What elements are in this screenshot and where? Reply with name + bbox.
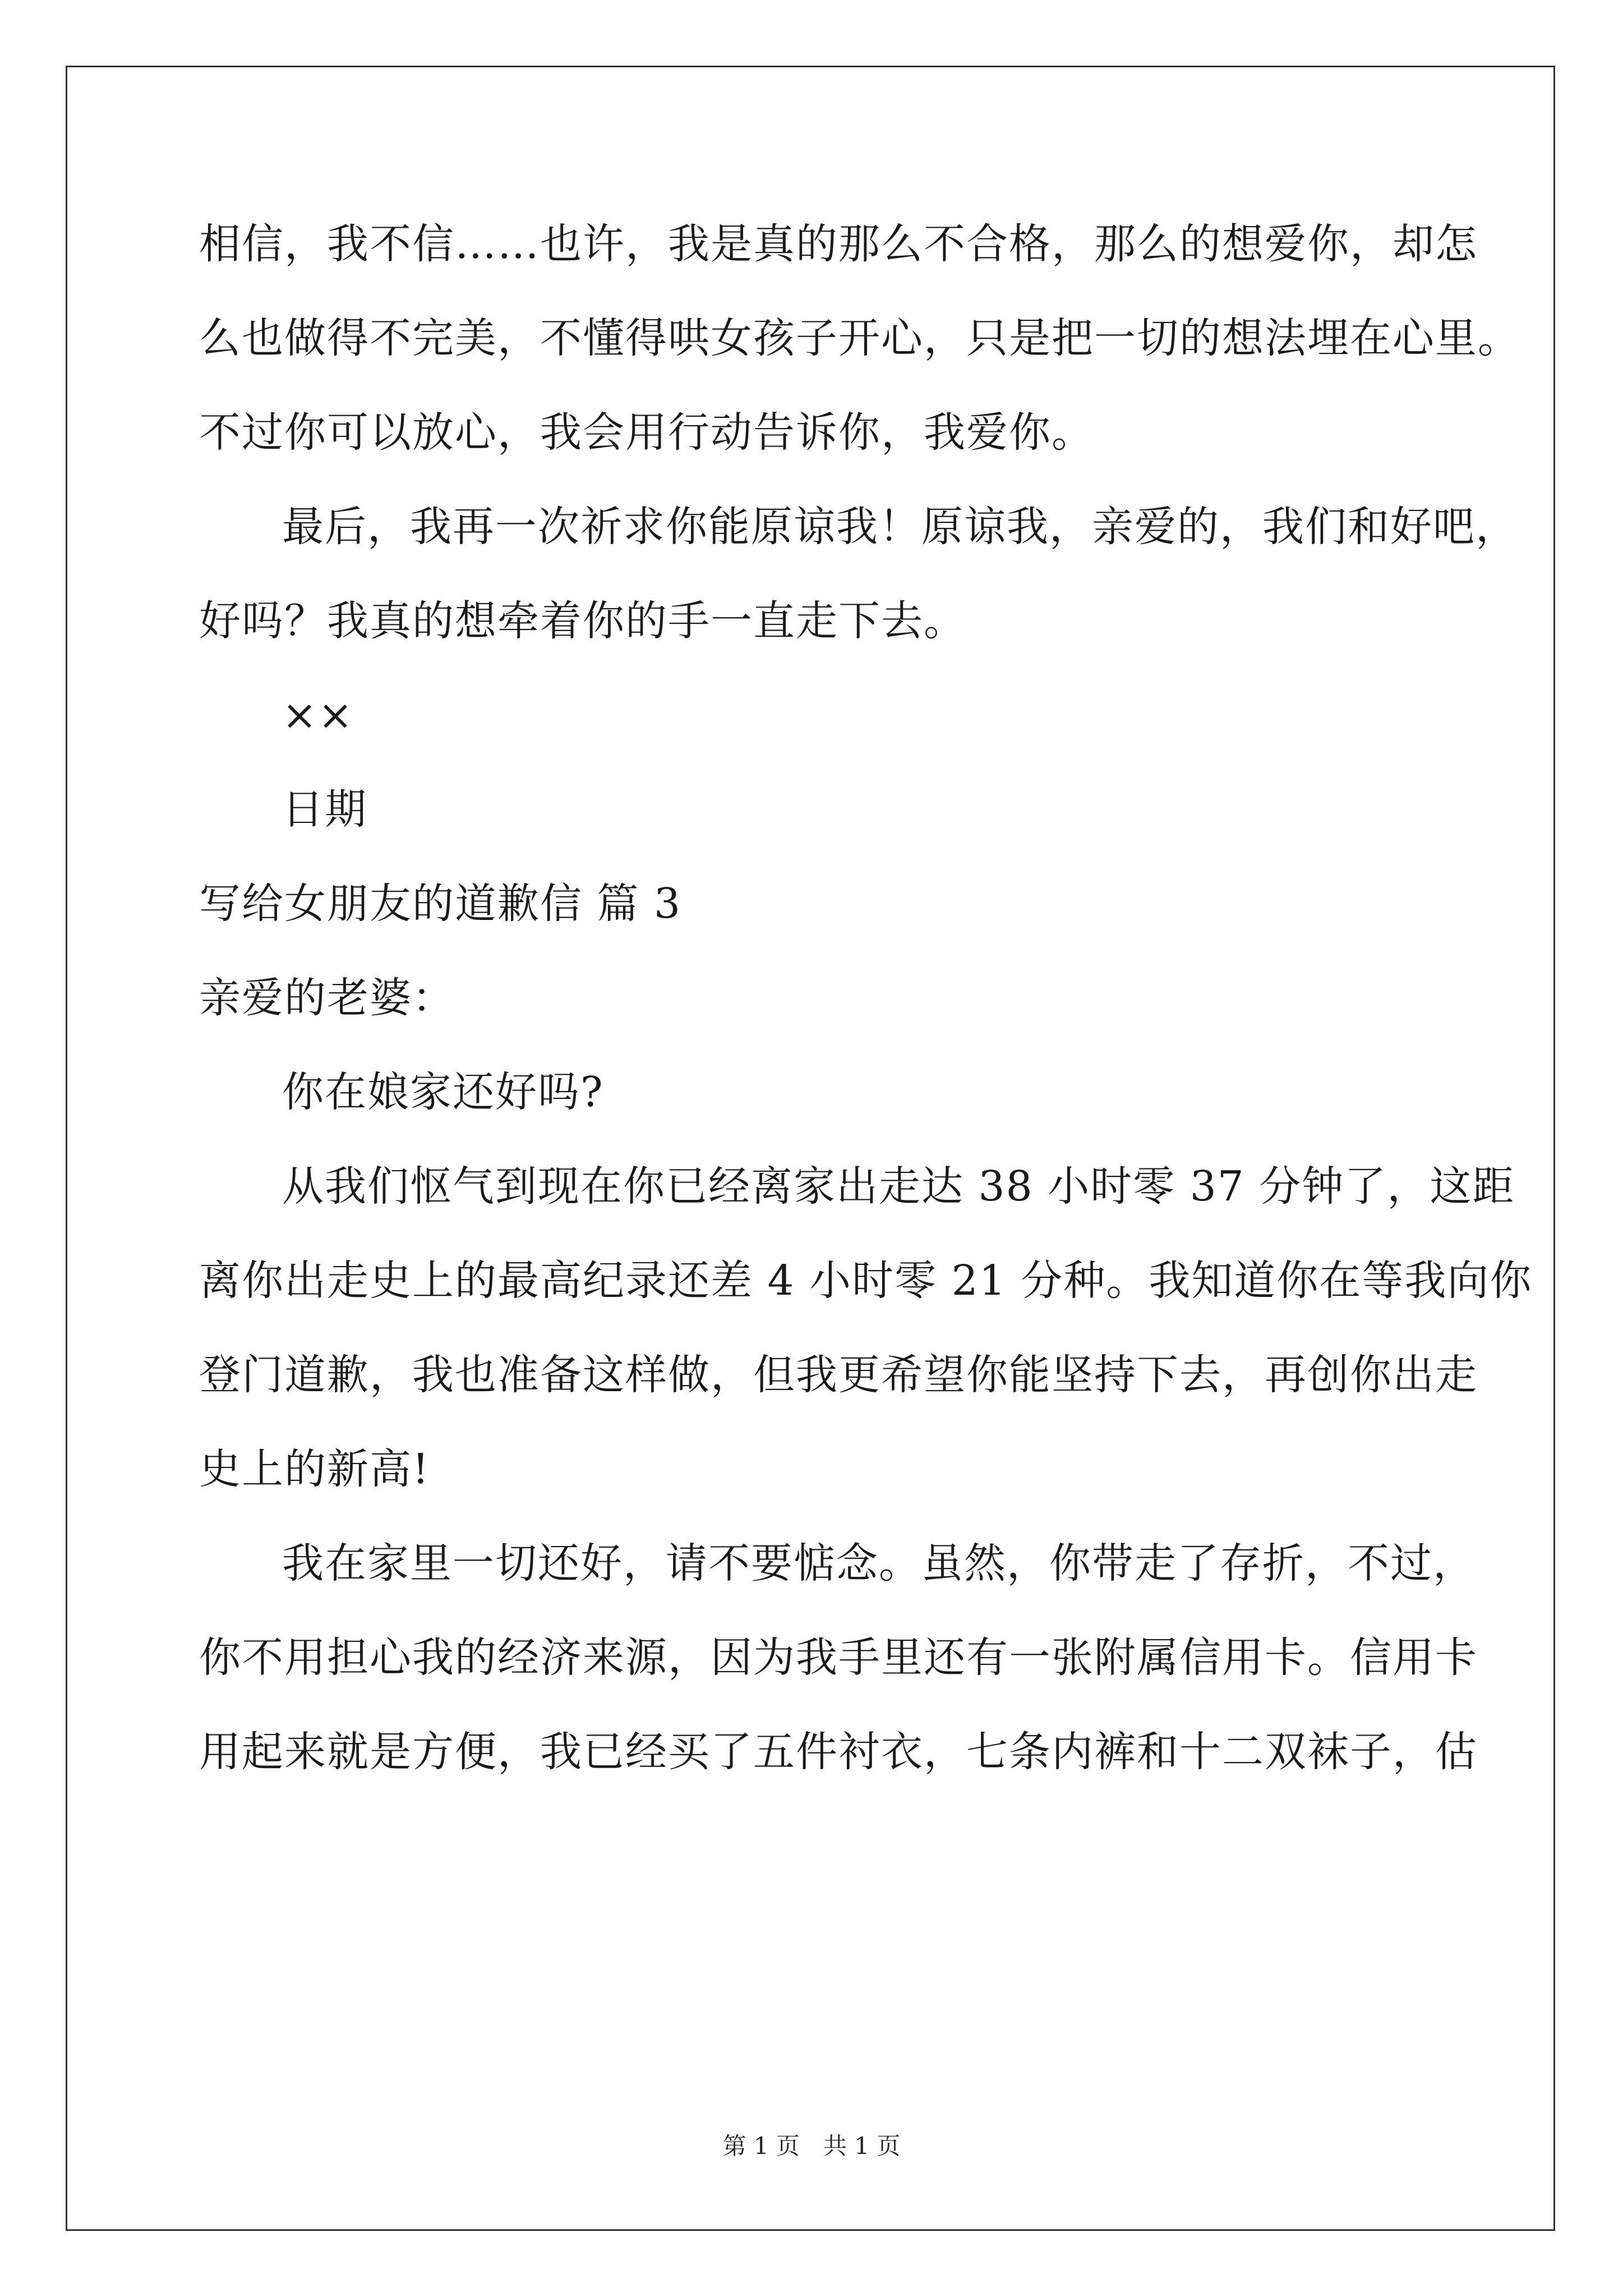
text-line: 从我们怄气到现在你已经离家出走达 38 小时零 37 分钟了，这距 <box>282 1162 1515 1211</box>
text-line: 用起来就是方便，我已经买了五件衬衣，七条内裤和十二双袜子，估 <box>199 1728 1478 1776</box>
text-line: 史上的新高! <box>199 1445 430 1493</box>
text-line: 登门道歉，我也准备这样做，但我更希望你能坚持下去，再创你出走 <box>199 1351 1478 1399</box>
text-line: 不过你可以放心，我会用行动告诉你，我爱你。 <box>199 408 1094 457</box>
text-line: 好吗？我真的想牵着你的手一直走下去。 <box>199 597 966 645</box>
text-line: 相信，我不信……也许，我是真的那么不合格，那么的想爱你，却怎 <box>199 220 1478 268</box>
signature-date: 日期 <box>282 785 367 834</box>
text-line: 离你出走史上的最高纪录还差 4 小时零 21 分种。我知道你在等我向你 <box>199 1257 1533 1305</box>
text-line: 么也做得不完美，不懂得哄女孩子开心，只是把一切的想法埋在心里。 <box>199 314 1520 362</box>
text-line: 你不用担心我的经济来源，因为我手里还有一张附属信用卡。信用卡 <box>199 1634 1478 1682</box>
text-line: 你在娘家还好吗? <box>282 1068 604 1116</box>
page-number-footer: 第 1 页 共 1 页 <box>722 2132 901 2160</box>
text-line: 最后，我再一次祈求你能原谅我！原谅我，亲爱的，我们和好吧， <box>282 503 1518 551</box>
section-heading: 写给女朋友的道歉信 篇 3 <box>199 880 682 928</box>
text-line: 我在家里一切还好，请不要惦念。虽然，你带走了存折，不过， <box>282 1539 1476 1588</box>
page-border <box>66 66 1555 2231</box>
salutation: 亲爱的老婆： <box>199 974 455 1022</box>
signature-name: ×× <box>282 691 354 739</box>
